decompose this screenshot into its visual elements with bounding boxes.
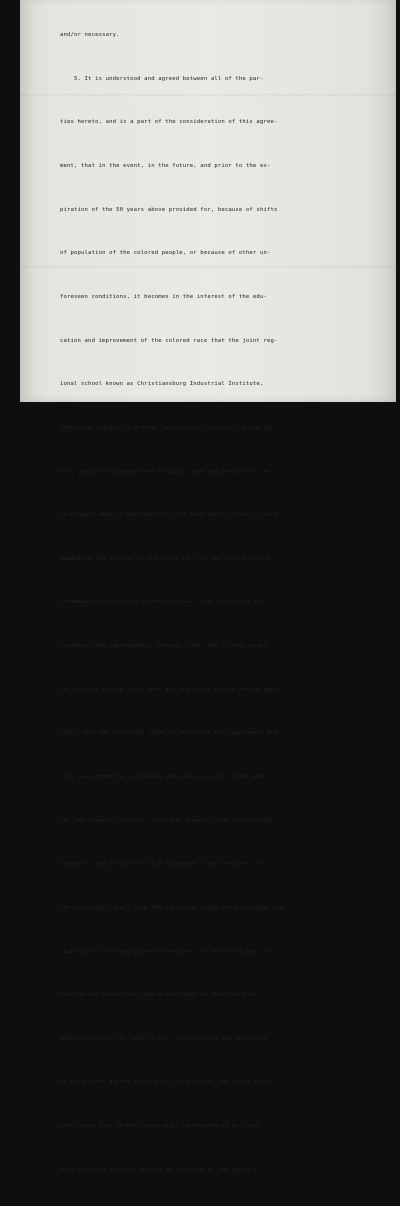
text-line: agreed by the parties to this agreement, that the party of [60, 861, 264, 868]
text-line: or structures placed thereon by the party of the third part) [60, 1079, 271, 1086]
text-line: piration of the 50 years above provided for, because of shifts [60, 206, 278, 213]
text-line: market value of the land itself (exclusive of any buildings [60, 1035, 267, 1042]
text-line: the parties of the first part and the party of the second part [60, 686, 278, 693]
text-line: and/or necessary. [60, 32, 120, 39]
text-line: ment, that in the event, in the future, and prior to the ex- [60, 163, 271, 170]
document-page [20, 0, 396, 1173]
text-line: deeded to the parties of the first part by the said Friend's [60, 555, 271, 562]
text-line: first part deem it desirable to sell said entire tract of land [60, 512, 278, 519]
text-line: sell said property, including the said six acres tract and [60, 773, 264, 780]
text-line: which said fair market value shall be determined by three [60, 1123, 260, 1130]
text-line: should be changed to another location or locations in the gen- [60, 424, 278, 431]
text-line: Freedman's Association of Philadelphia, etc. including all [60, 599, 264, 606]
typed-text-block [60, 0, 380, 1206]
text-line: such right is hereby given to the party of the third part, to [60, 948, 274, 955]
text-line: 5. It is understood and agreed between all of the par- [60, 75, 264, 82]
text-line: shall have the unlimited right to terminate this agreement and [60, 730, 278, 737]
text-line: disinterested persons, one to be selected by the party of [60, 1166, 260, 1173]
text-line: foreseen conditions, it becomes in the interest of the edu- [60, 293, 267, 300]
text-line: eral region of Southwestern Virginia, and the parties of the [60, 468, 271, 475]
text-line: ional school known as Christiansburg Industrial Institute, [60, 381, 264, 388]
text-line: buildings and improvements thereon, then, and in that event, [60, 643, 271, 650]
text-line: of population of the colored people, or because of other un- [60, 250, 271, 257]
text-line: ties hereto, and is a part of the consideration of this agree- [60, 119, 278, 126]
text-line: the third part shall have the exclusive right and privilege, and [60, 904, 285, 911]
text-line: the improvements thereon, Provided, however, and it is hereby [60, 817, 274, 824]
text-line: cation and improvement of the colored race that the joint reg- [60, 337, 278, 344]
text-line: buy the six acres tract above-described at the then fair [60, 992, 257, 999]
